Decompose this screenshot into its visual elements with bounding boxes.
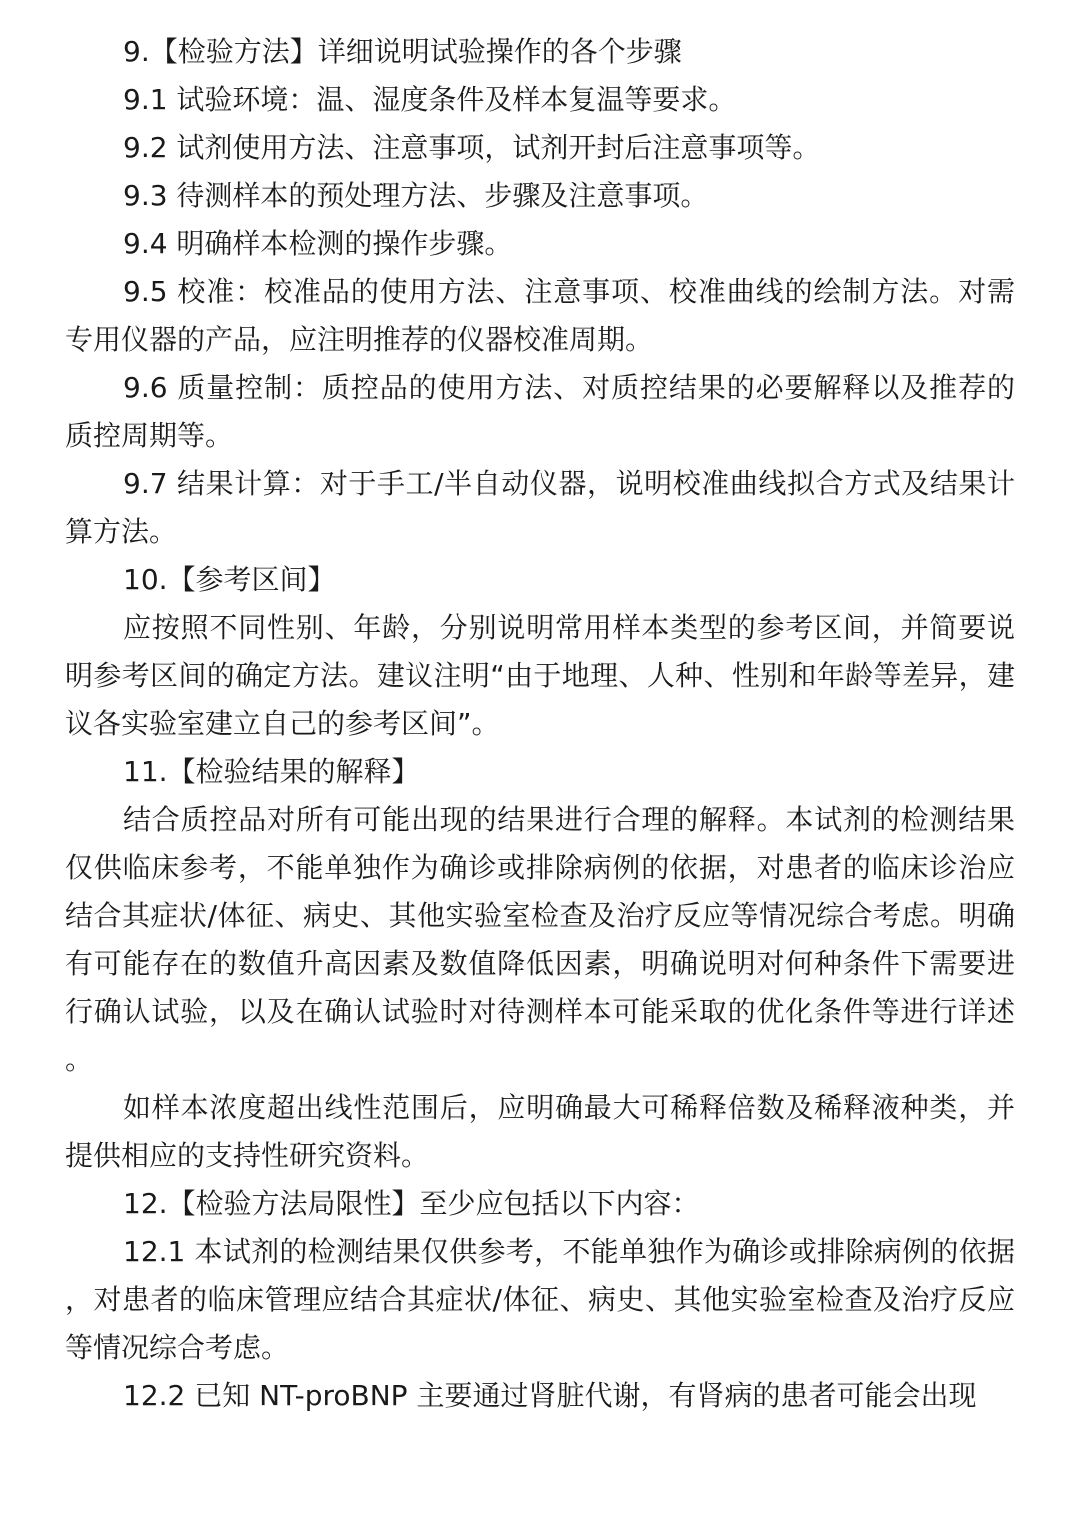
item-12-2: 12.2 已知 NT-proBNP 主要通过肾脏代谢，有肾病的患者可能会出现 (123, 1379, 977, 1412)
section-11-heading: 11.【检验结果的解释】 (123, 755, 420, 788)
section-10-heading: 10.【参考区间】 (123, 563, 336, 596)
item-9-1-test-environment: 9.1 试验环境：温、湿度条件及样本复温等要求。 (123, 83, 737, 116)
document-body (65, 28, 1015, 1420)
item-9-2-reagent-usage: 9.2 试剂使用方法、注意事项，试剂开封后注意事项等。 (123, 131, 821, 164)
item-12-1: 12.1 本试剂的检测结果仅供参考，不能单独作为确诊或排除病例的依据，对患者的临床管理应结合其症状/体征、病史、其他实验室检查及治疗反应等情况综合考虑。 (65, 1235, 1015, 1364)
section-10-body: 应按照不同性别、年龄，分别说明常用样本类型的参考区间，并简要说明参考区间的确定方法。建议注明“由于地理、人种、性别和年龄等差异，建议各实验室建立自己的参考区间”。 (65, 611, 1015, 740)
section-9-heading: 9.【检验方法】详细说明试验操作的各个步骤 (123, 35, 682, 68)
section-11-body: 结合质控品对所有可能出现的结果进行合理的解释。本试剂的检测结果仅供临床参考，不能单独作为确诊或排除病例的依据，对患者的临床诊治应结合其症状/体征、病史、其他实验室检查及治疗反应等情况综合考虑。明确有可能存在的数值升高因素及数值降低因素，明确说明对何种条件下需要进行确认试验，以及在确认试验时对待测样本可能采取的优化条件等进行详述。 (65, 803, 1015, 1076)
item-9-5-calibration: 9.5 校准：校准品的使用方法、注意事项、校准曲线的绘制方法。对需专用仪器的产品，应注明推荐的仪器校准周期。 (65, 275, 1015, 356)
section-11-dilution-note: 如样本浓度超出线性范围后，应明确最大可稀释倍数及稀释液种类，并提供相应的支持性研究资料。 (65, 1091, 1015, 1172)
item-9-6-quality-control: 9.6 质量控制：质控品的使用方法、对质控结果的必要解释以及推荐的质控周期等。 (65, 371, 1015, 452)
item-9-3-sample-pretreatment: 9.3 待测样本的预处理方法、步骤及注意事项。 (123, 179, 709, 212)
item-9-4-operation-steps: 9.4 明确样本检测的操作步骤。 (123, 227, 513, 260)
item-9-7-result-calculation: 9.7 结果计算：对于手工/半自动仪器，说明校准曲线拟合方式及结果计算方法。 (65, 467, 1015, 548)
section-12-heading: 12.【检验方法局限性】至少应包括以下内容： (123, 1187, 700, 1220)
